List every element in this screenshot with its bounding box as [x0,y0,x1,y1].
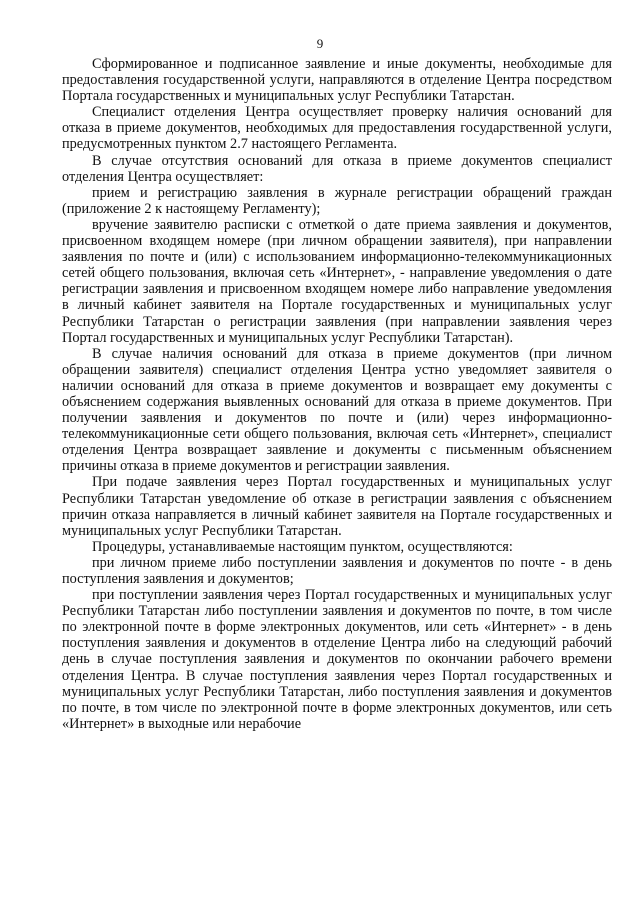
paragraph: Сформированное и подписанное заявление и иные документы, необходимые для предоставления государственной услуги, направляются в отделение Центра посредством Портала государственных и муниципальных услуг Республики Татарстан. [62,56,612,105]
paragraph: В случае отсутствия оснований для отказа в приеме документов специалист отделения Центра осуществляет: [62,152,612,185]
paragraph: при личном приеме либо поступлении заявления и документов по почте - в день поступления заявления и документов; [62,554,612,587]
paragraph: вручение заявителю расписки с отметкой о дате приема заявления и документов, присвоенном входящем номере (при личном обращении заявителя), при направлении заявления по почте и (или) с использованием информационно-телекоммуникационных сетей общего пользования, включая сеть «Интернет», - направление уведомления о дате регистрации заявления и присвоенном входящем номере либо направление уведомления в личный кабинет заявителя на Портале государственных и муниципальных услуг Республики Татарстан о регистрации заявления (при направлении заявления через Портал государственных и муниципальных услуг Республики Татарстан). [62,216,612,346]
document-body [62,56,612,732]
paragraph: При подаче заявления через Портал государственных и муниципальных услуг Республики Татарстан уведомление об отказе в регистрации заявления с объяснением причин отказа направляется в личный кабинет заявителя на Портале государственных и муниципальных услуг Республики Татарстан. [62,474,612,539]
paragraph: Специалист отделения Центра осуществляет проверку наличия оснований для отказа в приеме документов, необходимых для предоставления государственной услуги, предусмотренных пунктом 2.7 настоящего Регламента. [62,104,612,153]
paragraph: прием и регистрацию заявления в журнале регистрации обращений граждан (приложение 2 к настоящему Регламенту); [62,184,612,217]
paragraph: Процедуры, устанавливаемые настоящим пунктом, осуществляются: [92,538,513,555]
paragraph: В случае наличия оснований для отказа в приеме документов (при личном обращении заявителя) специалист отделения Центра устно уведомляет заявителя о наличии оснований для отказа в приеме документов и возвращает ему документы с объяснением содержания выявленных оснований для отказа в приеме документов. При получении заявления и документов по почте и (или) через информационно-телекоммуникационные сети общего пользования, включая сеть «Интернет», специалист отделения Центра возвращает заявление и документы с письменным объяснением причины отказа в приеме документов и регистрации заявления. [62,345,612,475]
paragraph: при поступлении заявления через Портал государственных и муниципальных услуг Республики Татарстан либо поступлении заявления и документов по почте, в том числе по электронной почте в форме электронных документов, или сеть «Интернет» - в день поступления заявления и документов в отделение Центра либо на следующий рабочий день в случае поступления заявления и документов по окончании рабочего времени отделения Центра. В случае поступления заявления через Портал государственных и муниципальных услуг Республики Татарстан, либо поступления заявления и документов по почте, в том числе по электронной почте в форме электронных документов, или сеть «Интернет» в выходные или нерабочие [62,587,612,732]
page-number: 9 [316,36,324,51]
